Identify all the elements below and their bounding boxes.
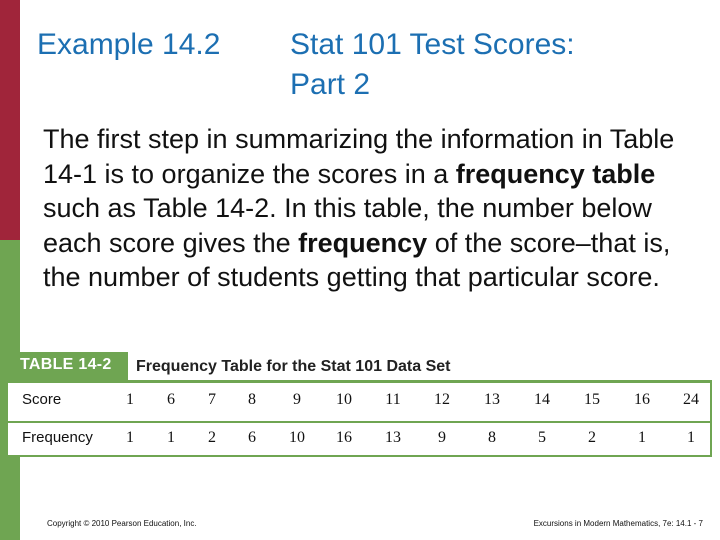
frequency-cell: 1 bbox=[638, 429, 646, 446]
score-cell: 13 bbox=[484, 391, 500, 408]
table-row-frequency bbox=[8, 421, 710, 457]
score-cell: 8 bbox=[248, 391, 256, 408]
frequency-cell: 1 bbox=[126, 429, 134, 446]
table-tag-label: TABLE 14-2 bbox=[20, 356, 112, 373]
frequency-cell: 13 bbox=[385, 429, 401, 446]
score-cell: 10 bbox=[336, 391, 352, 408]
body-segment-1: The first step in summarizing the information in Table 14-1 is to organize the scores in a bbox=[43, 124, 675, 189]
frequency-cell: 6 bbox=[248, 429, 256, 446]
footer-copyright: Copyright © 2010 Pearson Education, Inc. bbox=[47, 519, 197, 528]
footer-source: Excursions in Modern Mathematics, 7e: 14.1 - 7 bbox=[533, 519, 703, 528]
body-segment-2: such as Table 14-2. In this table, the number below each score gives the bbox=[43, 193, 652, 258]
score-cell: 11 bbox=[385, 391, 401, 408]
score-cell: 7 bbox=[208, 391, 216, 408]
frequency-table bbox=[6, 352, 712, 456]
row-label-score: Score bbox=[22, 391, 62, 408]
body-paragraph bbox=[43, 122, 703, 295]
frequency-cell: 2 bbox=[588, 429, 596, 446]
score-cell: 1 bbox=[126, 391, 134, 408]
frequency-cell: 16 bbox=[336, 429, 352, 446]
table-tag bbox=[6, 352, 128, 380]
frequency-cell: 1 bbox=[167, 429, 175, 446]
table-body bbox=[6, 380, 712, 457]
frequency-cell: 1 bbox=[687, 429, 695, 446]
body-segment-3: of the score–that is, the number of students getting that particular score. bbox=[43, 227, 671, 293]
frequency-cell: 9 bbox=[438, 429, 446, 446]
frequency-cell: 8 bbox=[488, 429, 496, 446]
frequency-cell: 10 bbox=[289, 429, 305, 446]
title-line-2: Part 2 bbox=[290, 68, 371, 101]
table-caption: Frequency Table for the Stat 101 Data Set bbox=[136, 358, 451, 375]
side-accent-bar-top bbox=[0, 0, 20, 240]
row-label-frequency: Frequency bbox=[22, 429, 93, 446]
score-cell: 14 bbox=[534, 391, 550, 408]
body-bold-term-2: frequency bbox=[298, 227, 428, 258]
frequency-cell: 5 bbox=[538, 429, 546, 446]
title-line-1: Stat 101 Test Scores: bbox=[290, 28, 575, 61]
score-cell: 9 bbox=[293, 391, 301, 408]
frequency-cell: 2 bbox=[208, 429, 216, 446]
title-example-number: Example 14.2 bbox=[37, 28, 221, 61]
body-bold-term-1: frequency table bbox=[455, 158, 656, 189]
score-cell: 15 bbox=[584, 391, 600, 408]
score-cell: 24 bbox=[683, 391, 699, 408]
score-cell: 16 bbox=[634, 391, 650, 408]
table-row-score bbox=[8, 385, 710, 419]
score-cell: 12 bbox=[434, 391, 450, 408]
score-cell: 6 bbox=[167, 391, 175, 408]
